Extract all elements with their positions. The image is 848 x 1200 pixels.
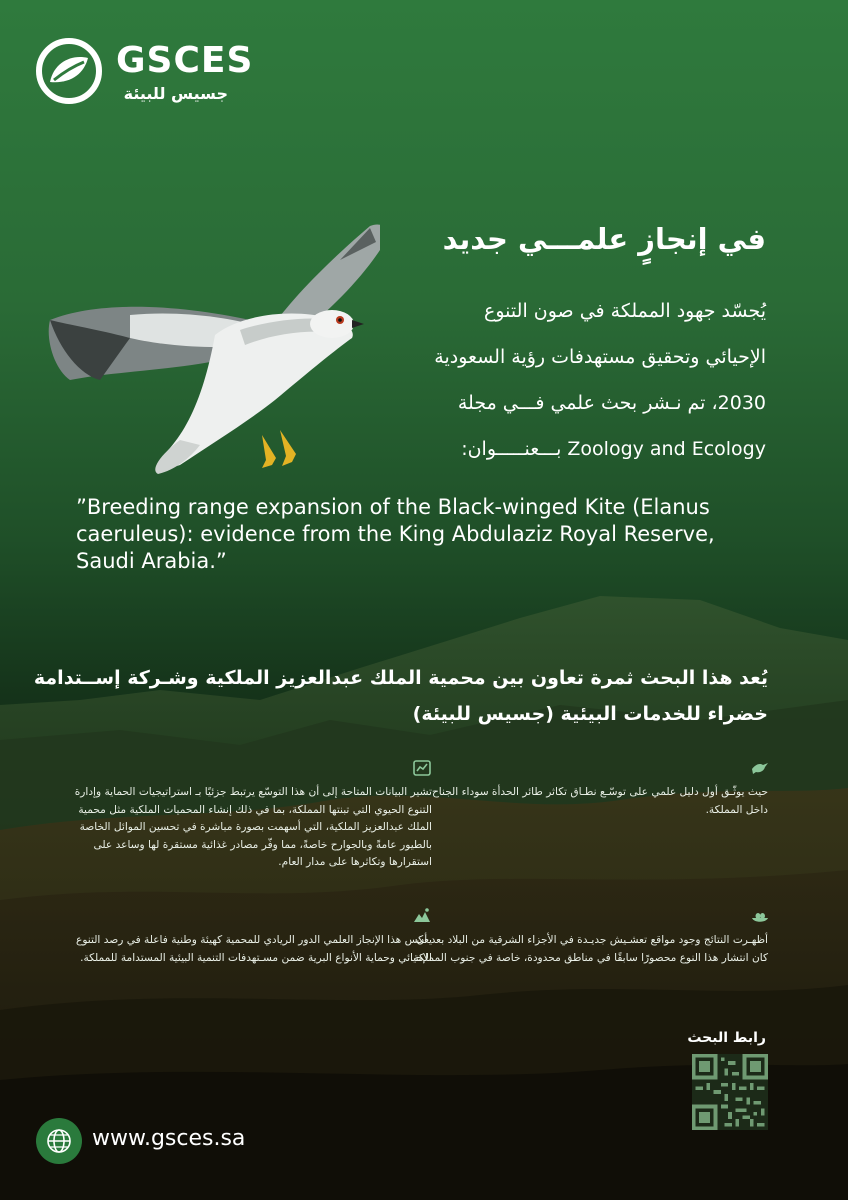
data-chart-icon	[412, 758, 432, 778]
brand-logo[interactable]	[36, 38, 254, 118]
collaboration-line: خضراء للخدمات البيئية (جسيس للبيئة)	[412, 703, 768, 725]
brand-name: GSCES	[116, 40, 254, 81]
website-link[interactable]: www.gsces.sa	[92, 1126, 246, 1151]
brand-arabic-name: جسيس للبيئة	[123, 84, 228, 103]
info-block-achievement	[72, 932, 432, 967]
intro-line: يُجسّد جهود المملكة في صون التنوع	[484, 300, 766, 322]
intro-line: 2030، تم نـشر بحث علمي فـــي مجلة	[457, 392, 766, 414]
website-globe[interactable]	[36, 1118, 82, 1164]
black-winged-kite-image	[40, 220, 380, 475]
paper-title: ”Breeding range expansion of the Black-winged Kite (Elanus caeruleus): evidence from the King Abdulaziz Royal Reserve, Saudi Arabia.”	[76, 495, 715, 573]
intro-paragraph	[336, 288, 766, 472]
intro-line: Zoology and Ecology بـــعنـــــوان:	[461, 438, 766, 460]
headline: في إنجازٍ علمـــي جديد	[442, 222, 766, 256]
gsces-leaf-logo-icon	[36, 38, 102, 104]
globe-icon	[36, 1118, 82, 1164]
intro-line: الإحيائي وتحقيق مستهدفات رؤية السعودية	[434, 346, 766, 368]
info-text: تشير البيانات المتاحة إلى أن هذا التوسّع يرتبط جزئيًا بـ استراتيجيات الحماية وإدارة التنوع الحيوي التي تبنتها المملكة، بما في ذلك إنشاء المحميات الملكية مثل محمية الملك عبدالعزيز الملكية، التي أسهمت بصورة مباشرة في تحسين الموائل الخاصة بالطيور عامةً وبالجوارح خاصةً، مما وفّر مصادر غذائية مستقرة لها وساعد على استقرارها وتكاثرها على مدار العام.	[74, 786, 432, 868]
info-text: يعكس هذا الإنجاز العلمي الدور الريادي للمحمية كهيئة وطنية فاعلة في رصد التنوع الإحيائي وحماية الأنواع البرية ضمن مسـتهدفات التنمية البيئية المستدامة للمملكة.	[76, 934, 432, 964]
nest-icon	[750, 906, 770, 926]
reserve-icon	[412, 906, 432, 926]
collaboration-statement	[33, 660, 768, 732]
info-text: أظهـرت النتائج وجود مواقع تعشـيش جديـدة في الأجزاء الشرقية من البلاد بعد أن كان انتشار هذا النوع محصورًا سابقًا في مناطق محدودة، خاصة في جنوب المملكة.	[410, 934, 768, 964]
info-text: حيث يوثّـق أول دليل علمي على توسّـع نطـاق تكاثر طائر الحدأة سوداء الجناح داخل المملكة.	[431, 786, 768, 816]
bird-icon	[750, 758, 770, 778]
info-block-nesting	[408, 932, 768, 967]
info-block-range	[408, 784, 768, 819]
research-link-label: رابط البحث	[687, 1030, 766, 1046]
research-qr-code[interactable]	[692, 1054, 768, 1130]
info-block-conservation	[72, 784, 432, 872]
collaboration-line: يُعد هذا البحث ثمرة تعاون بين محمية الملك عبدالعزيز الملكية وشـركة إســتدامة	[33, 667, 768, 689]
